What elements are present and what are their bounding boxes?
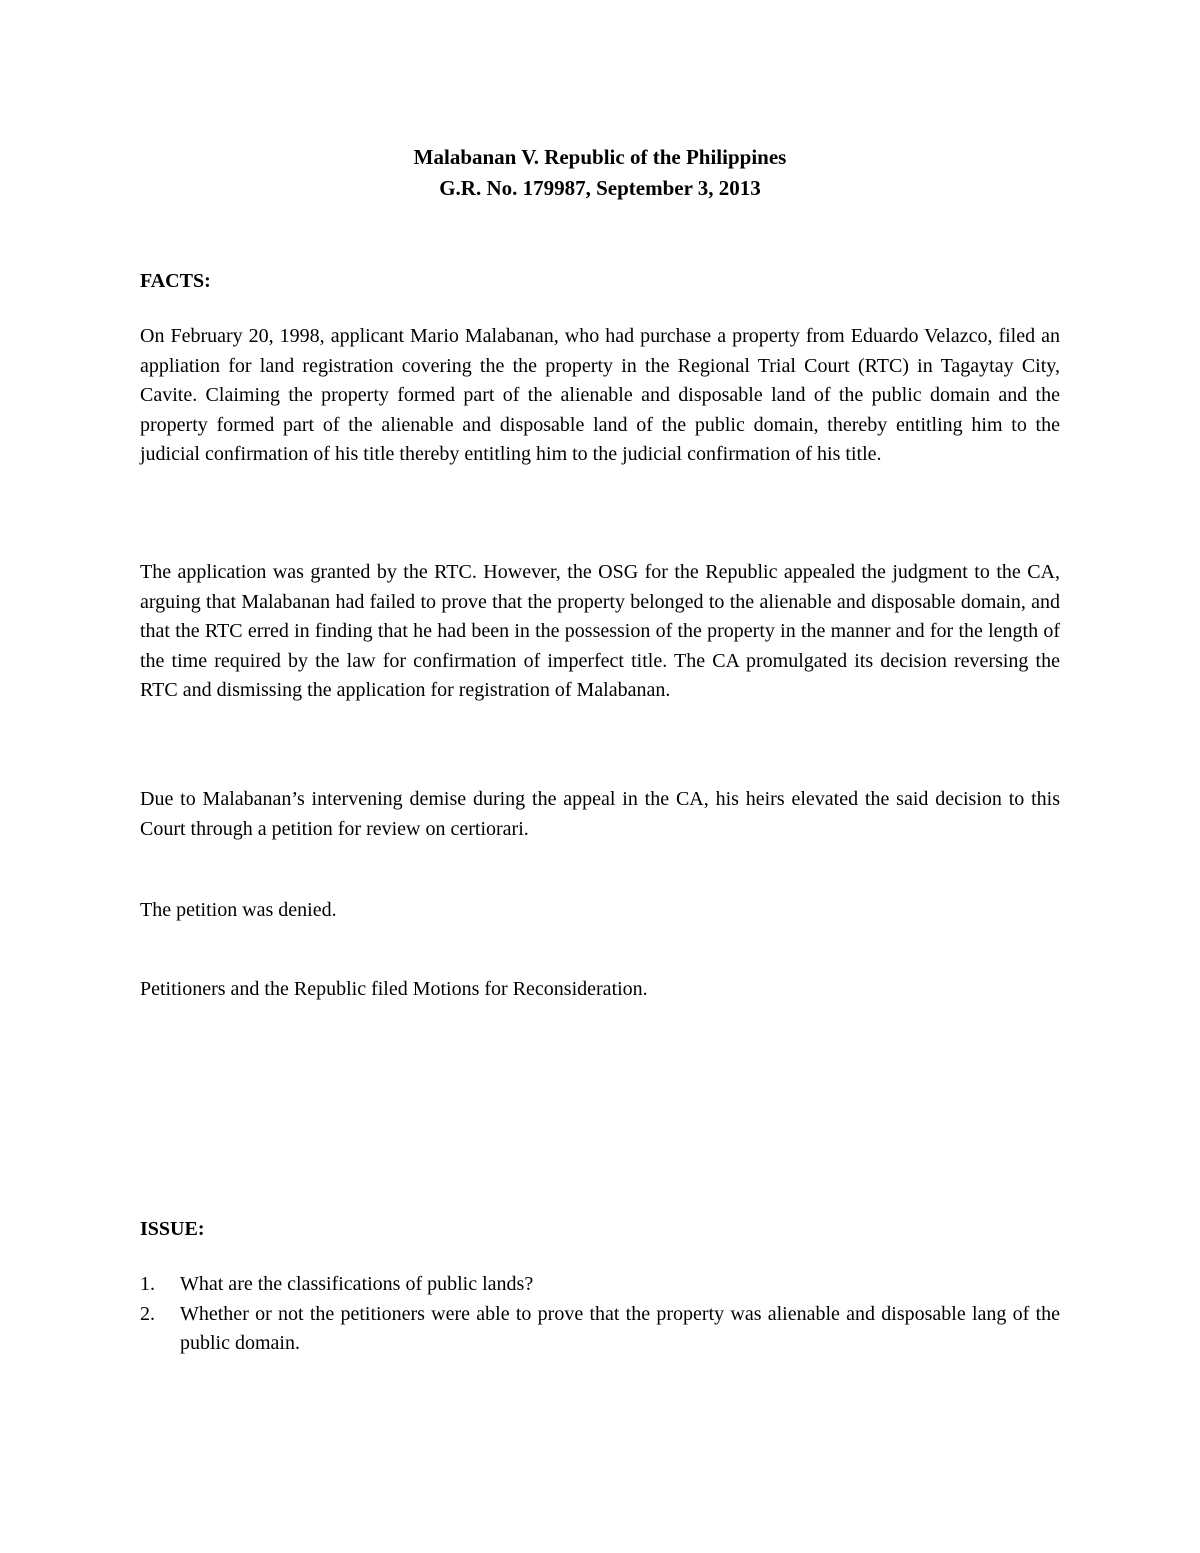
facts-paragraph-3: Due to Malabanan’s intervening demise during the appeal in the CA, his heirs elevated the said decision to this Court through a petition for review on certiorari.	[140, 788, 1060, 840]
issue-item	[140, 1270, 1060, 1300]
issue-item-text: What are the classifications of public lands?	[180, 1273, 534, 1295]
facts-paragraph-2: The application was granted by the RTC. However, the OSG for the Republic appealed the judgment to the CA, arguing that Malabanan had failed to prove that the property belonged to the alienable and disposable domain, and that the RTC erred in finding that he had been in the possession of the property in the manner and for the length of the time required by the law for confirmation of imperfect title. The CA promulgated its decision reversing the RTC and dismissing the application for registration of Malabanan.	[140, 561, 1060, 702]
issue-item-text: Whether or not the petitioners were able to prove that the property was alienable and disposable lang of the public domain.	[180, 1302, 1060, 1355]
issue-heading: ISSUE:	[140, 1218, 205, 1240]
issue-list	[140, 1270, 1060, 1359]
case-title: Malabanan V. Republic of the Philippines	[413, 145, 787, 169]
issue-item-number: 2.	[140, 1302, 155, 1325]
case-citation: G.R. No. 179987, September 3, 2013	[439, 176, 761, 200]
issue-item-number: 1.	[140, 1273, 155, 1295]
issue-item	[140, 1300, 1060, 1359]
facts-paragraph-5: Petitioners and the Republic filed Motions for Reconsideration.	[140, 978, 648, 1000]
facts-heading: FACTS:	[140, 270, 211, 292]
facts-paragraph-4: The petition was denied.	[140, 899, 337, 921]
facts-paragraph-1: On February 20, 1998, applicant Mario Malabanan, who had purchase a property from Eduardo Velazco, filed an appliation for land registration covering the the property in the Regional Trial Court (RTC) in Tagaytay City, Cavite. Claiming the property formed part of the alienable and disposable land of the public domain and the property formed part of the alienable and disposable land of the public domain, thereby entitling him to the judicial confirmation of his title thereby entitling him to the judicial confirmation of his title.	[140, 325, 1060, 466]
